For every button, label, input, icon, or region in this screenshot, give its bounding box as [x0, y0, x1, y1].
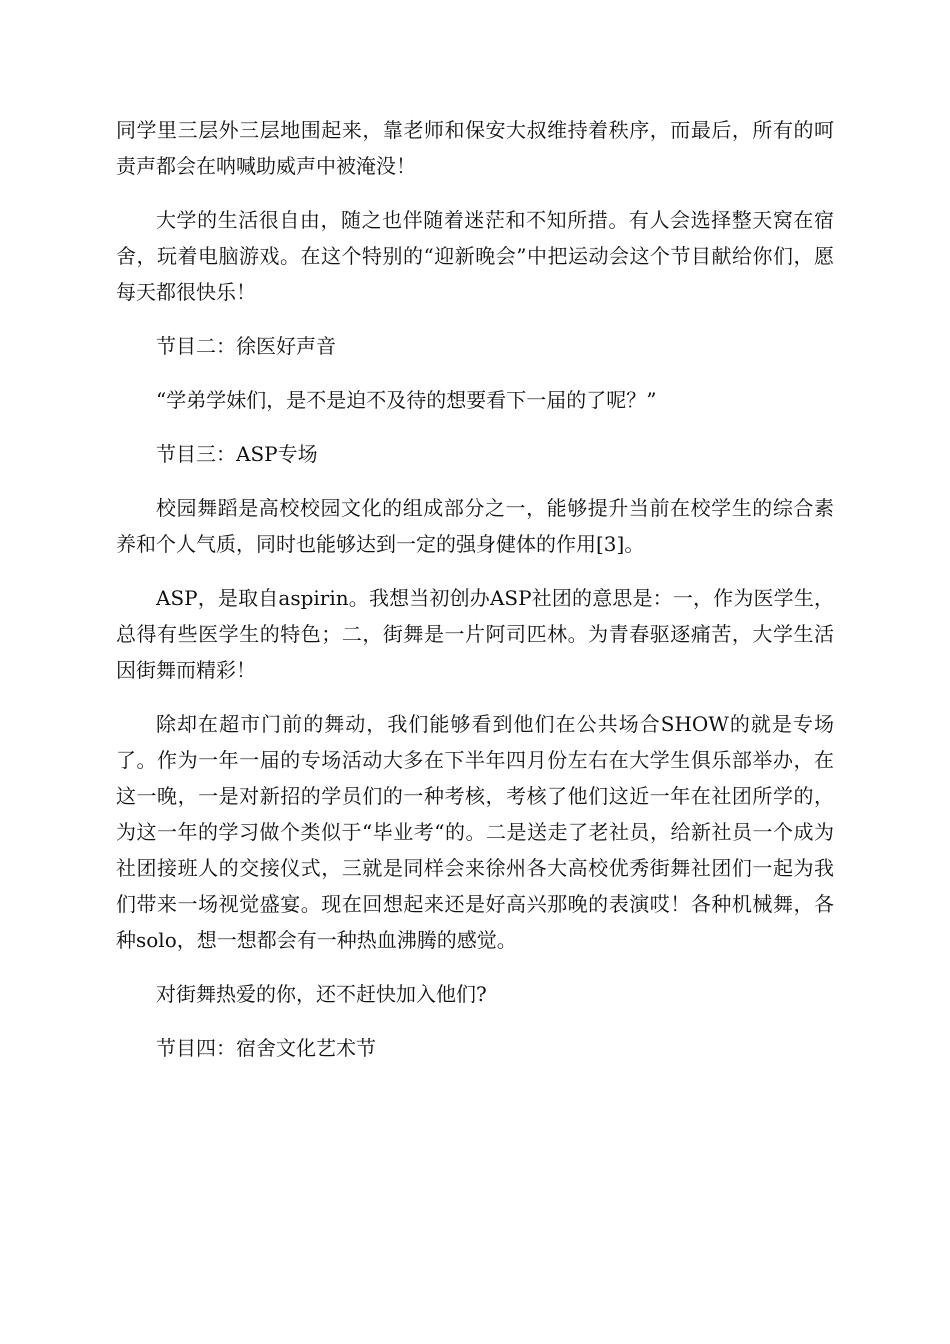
paragraph-college-life: 大学的生活很自由，随之也伴随着迷茫和不知所措。有人会选择整天窝在宿舍，玩着电脑游戏。在这个特别的“迎新晚会”中把运动会这个节目献给你们，愿每天都很快乐！: [116, 208, 834, 304]
document-body: [116, 112, 834, 1084]
paragraph-continuation: 同学里三层外三层地围起来，靠老师和保安大叔维持着秩序，而最后，所有的呵责声都会在呐喊助威声中被淹没！: [116, 118, 834, 178]
program-two-heading: 节目二：徐医好声音: [156, 334, 336, 358]
paragraph-campus-dance: 校园舞蹈是高校校园文化的组成部分之一，能够提升当前在校学生的综合素养和个人气质，同时也能够达到一定的强身健体的作用[3]。: [116, 496, 834, 556]
program-two-quote: “学弟学妹们，是不是迫不及待的想要看下一届的了呢？”: [156, 388, 657, 412]
paragraph-asp-meaning: ASP，是取自aspirin。我想当初创办ASP社团的意思是：一，作为医学生，总得有些医学生的特色；二，街舞是一片阿司匹林。为青春驱逐痛苦，大学生活因街舞而精彩！: [116, 586, 834, 682]
paragraph-asp-show: 除却在超市门前的舞动，我们能够看到他们在公共场合SHOW的就是专场了。作为一年一届的专场活动大多在下半年四月份左右在大学生俱乐部举办，在这一晚，一是对新招的学员们的一种考核，考核了他们这近一年在社团所学的，为这一年的学习做个类似于“毕业考“的。二是送走了老社员，给新社员一个成为社团接班人的交接仪式，三就是同样会来徐州各大高校优秀街舞社团们一起为我们带来一场视觉盛宴。现在回想起来还是好高兴那晚的表演哎！各种机械舞，各种solo，想一想都会有一种热血沸腾的感觉。: [116, 712, 834, 952]
program-three-heading: 节目三：ASP专场: [156, 442, 318, 466]
paragraph-join-invite: 对街舞热爱的你，还不赶快加入他们?: [156, 982, 487, 1006]
program-four-heading: 节目四：宿舍文化艺术节: [156, 1036, 376, 1060]
